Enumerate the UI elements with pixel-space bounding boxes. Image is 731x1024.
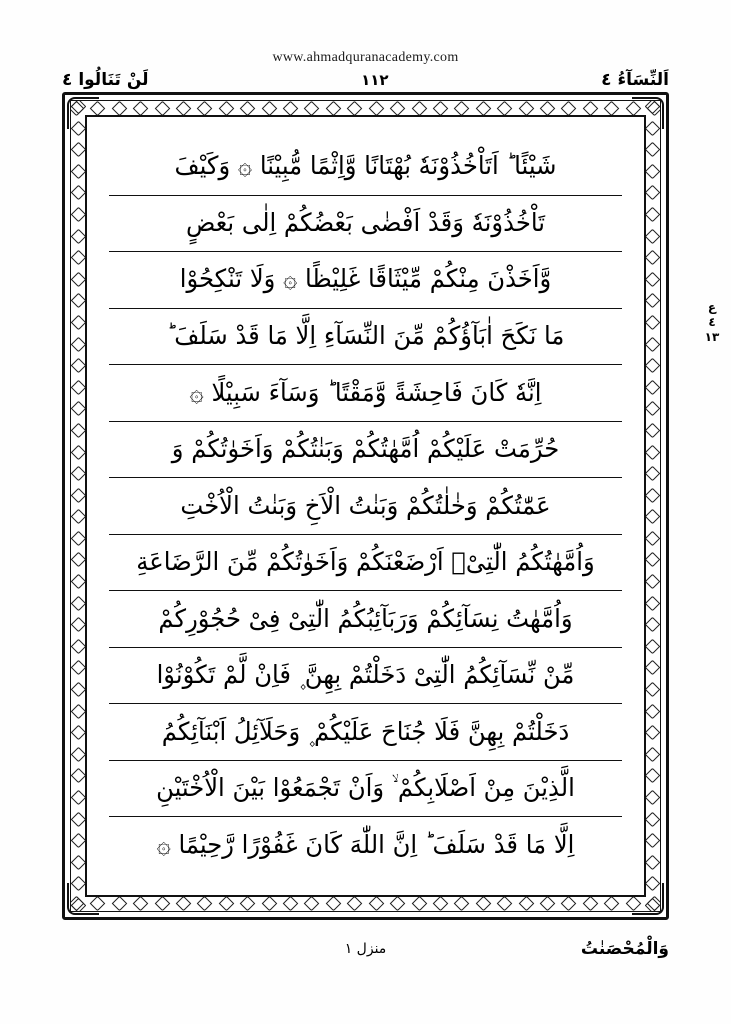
ayah-line: [109, 422, 622, 479]
ayah-line: [109, 591, 622, 648]
ayah-lines-container: [109, 139, 622, 873]
ruku-marker: ع ٤ ١٣: [704, 300, 720, 344]
ayah-text: اِنَّهٗ كَانَ فَاحِشَةً وَّمَقْتًا ؕ وَسَآءَ سَبِيْلًا ۞: [189, 377, 542, 407]
ayah-line: [109, 252, 622, 309]
ayah-text: الَّذِيْنَ مِنْ اَصْلَابِكُمْ ۙ وَاَنْ تَجْمَعُوْا بَيْنَ الْاُخْتَيْنِ: [156, 773, 575, 803]
ayah-text: دَخَلْتُمْ بِهِنَّ فَلَا جُنَاحَ عَلَيْكُمْ ۪ وَحَلَآئِلُ اَبْنَآئِكُمُ: [161, 716, 570, 746]
ayah-text: حُرِّمَتْ عَلَيْكُمْ اُمَّهٰتُكُمْ وَبَنٰتُكُمْ وَاَخَوٰتُكُمْ وَ: [171, 434, 560, 464]
ayah-text: تَاْخُذُوْنَهٗ وَقَدْ اَفْضٰى بَعْضُكُمْ اِلٰى بَعْضٍ: [186, 207, 545, 237]
ayah-line: [109, 535, 622, 592]
ayah-line: [109, 478, 622, 535]
ayah-text: وَاُمَّهٰتُ نِسَآئِكُمْ وَرَبَآئِبُكُمُ الّٰتِىْ فِىْ حُجُوْرِكُمْ: [158, 603, 573, 633]
header-juz-name: لَنْ تَنَالُوا ٤: [62, 70, 149, 90]
ayah-line: [109, 196, 622, 253]
decorative-frame: [62, 92, 669, 920]
footer-manzil-label: منزل ١: [344, 941, 387, 957]
page-footer: [62, 936, 669, 962]
header-surah-name: اَلنِّسَآءُ ٤: [601, 70, 669, 90]
footer-rub-label: وَالْمُحْصَنٰتُ: [580, 939, 669, 959]
text-frame: [85, 115, 646, 897]
ayah-text: مِّنْ نِّسَآئِكُمُ الّٰتِىْ دَخَلْتُمْ بِهِنَّ ۪ فَاِنْ لَّمْ تَكُوْنُوْا: [156, 660, 575, 690]
ayah-line: [109, 648, 622, 705]
ayah-text: وَاُمَّهٰتُكُمُ الّٰتِىْۤ اَرْضَعْنَكُمْ وَاَخَوٰتُكُمْ مِّنَ الرَّضَاعَةِ: [136, 547, 595, 577]
ayah-line: [109, 309, 622, 366]
ayah-text: شَيْئًا ؕ اَتَاْخُذُوْنَهٗ بُهْتَانًا وَّاِثْمًا مُّبِيْنًا ۞ وَكَيْفَ: [174, 151, 557, 181]
ayah-text: مَا نَكَحَ اٰبَآؤُكُمْ مِّنَ النِّسَآءِ اِلَّا مَا قَدْ سَلَفَ ؕ: [166, 320, 565, 350]
ayah-line: [109, 817, 622, 873]
page-number: ١١٢: [361, 71, 389, 89]
ayah-line: [109, 704, 622, 761]
ayah-line: [109, 761, 622, 818]
ayah-text: عَمّٰتُكُمْ وَخٰلٰتُكُمْ وَبَنٰتُ الْاَخِ وَبَنٰتُ الْاُخْتِ: [180, 490, 551, 520]
website-url: www.ahmadquranacademy.com: [272, 50, 459, 65]
ayah-text: وَّاَخَذْنَ مِنْكُمْ مِّيْثَاقًا غَلِيْظًا ۞ وَلَا تَنْكِحُوْا: [179, 264, 552, 294]
ayah-text: اِلَّا مَا قَدْ سَلَفَ ؕ اِنَّ اللّٰهَ كَانَ غَفُوْرًا رَّحِيْمًا ۞: [156, 829, 575, 859]
page-header: [62, 66, 669, 94]
ayah-line: [109, 139, 622, 196]
ayah-line: [109, 365, 622, 422]
